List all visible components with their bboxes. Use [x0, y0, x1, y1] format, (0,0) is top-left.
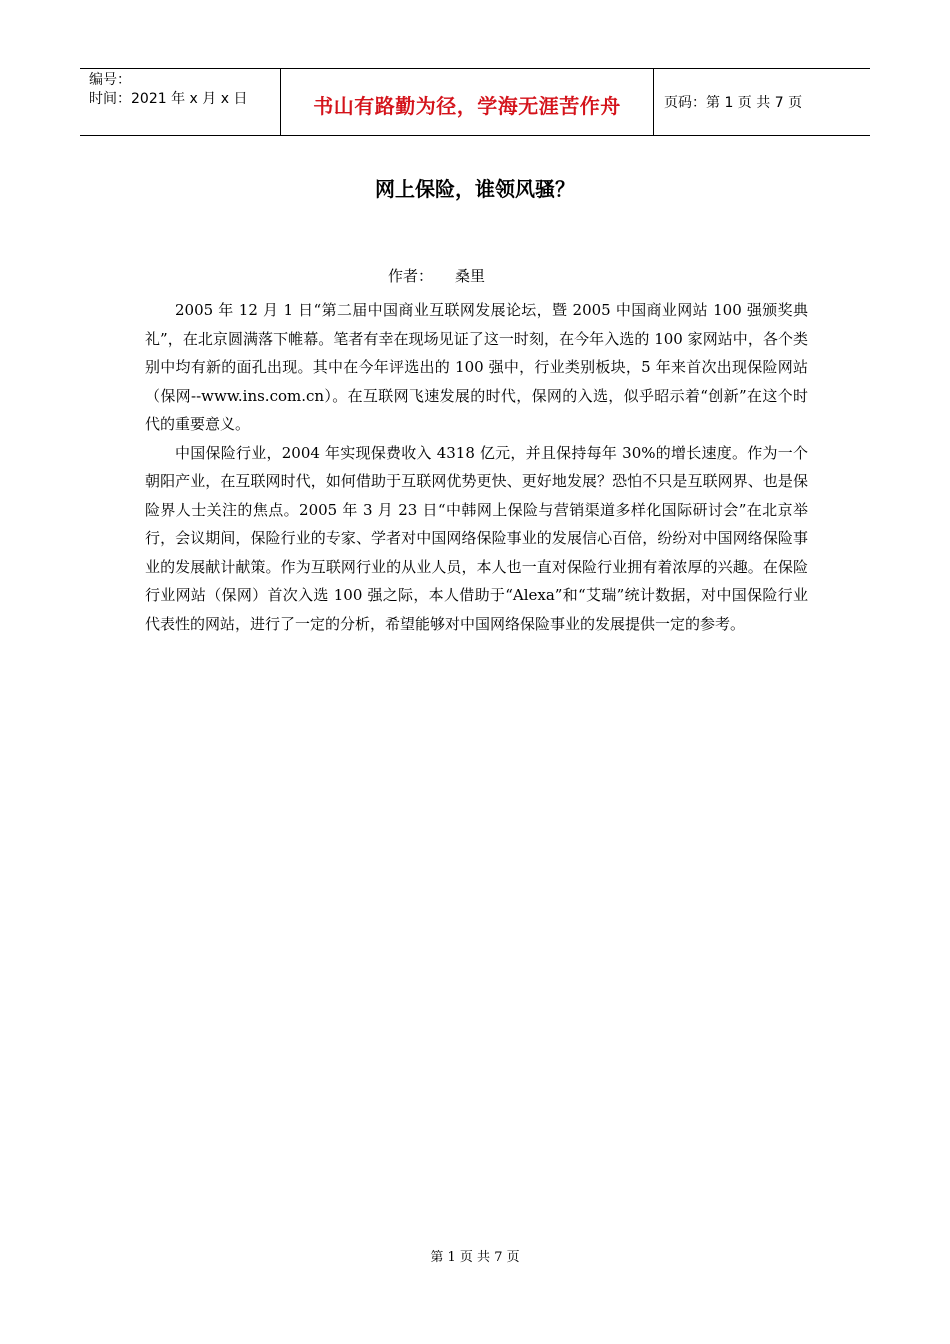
header-info-cell [80, 69, 281, 135]
header-page-cell [654, 69, 870, 135]
header-motto-cell [281, 69, 654, 135]
header-page-label: 页码：第 1 页 共 7 页 [664, 95, 803, 111]
author-label: 作者： [388, 267, 434, 285]
document-time-label: 时间：2021 年 x 月 x 日 [89, 91, 248, 107]
article-author [388, 265, 485, 286]
header-table [80, 68, 870, 136]
article-paragraph: 中国保险行业，2004 年实现保费收入 4318 亿元，并且保持每年 30%的增长速度。作为一个朝阳产业，在互联网时代，如何借助于互联网优势更快、更好地发展？恐怕不只是互联网界、也是保险界人士关注的焦点。2005 年 3 月 23 日“中韩网上保险与营销渠道多样化国际研讨会”在北京举行，会议期间，保险行业的专家、学者对中国网络保险事业的发展信心百倍，纷纷对中国网络保险事业的发展献计献策。作为互联网行业的从业人员，本人也一直对保险行业拥有着浓厚的兴趣。在保险行业网站（保网）首次入选 100 强之际，本人借助于“Alexa”和“艾瑞”统计数据，对中国保险行业代表性的网站，进行了一定的分析，希望能够对中国网络保险事业的发展提供一定的参考。 [145, 443, 808, 633]
article-title: 网上保险，谁领风骚？ [375, 177, 575, 201]
author-name: 桑里 [455, 267, 486, 285]
article-paragraph: 2005 年 12 月 1 日“第二届中国商业互联网发展论坛，暨 2005 中国商业网站 100 强颁奖典礼”，在北京圆满落下帷幕。笔者有幸在现场见证了这一时刻，在今年入选的 100 家网站中，各个类别中均有新的面孔出现。其中在今年评选出的 100 强中，行业类别板块，5 年来首次出现保险网站（保网--www.ins.com.cn）。在互联网飞速发展的时代，保网的入选，似乎昭示着“创新”在这个时代的重要意义。 [145, 301, 808, 433]
article-body [145, 296, 808, 638]
document-number-label: 编号： [89, 72, 131, 88]
page-footer: 第 1 页 共 7 页 [430, 1250, 520, 1265]
header-motto: 书山有路勤为径，学海无涯苦作舟 [313, 93, 621, 118]
